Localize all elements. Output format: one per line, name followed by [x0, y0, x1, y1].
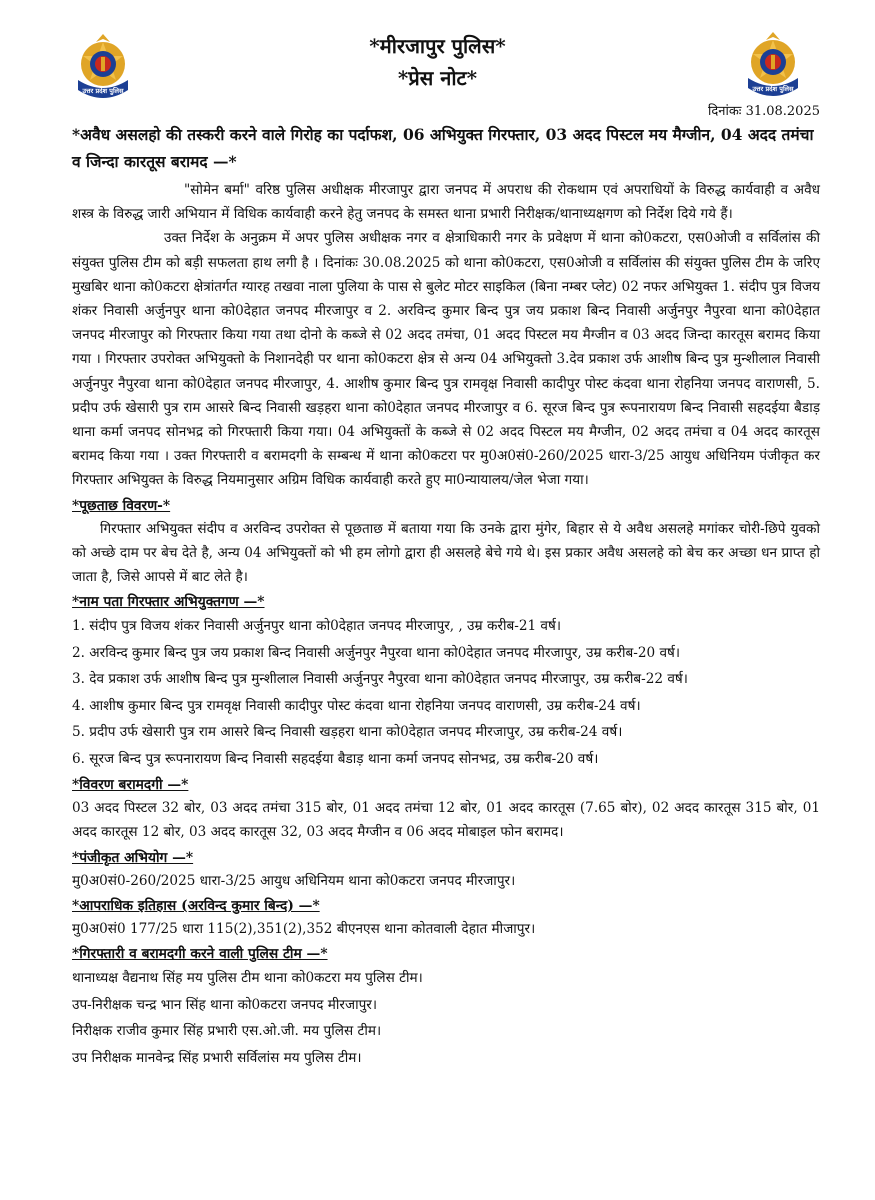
press-headline: *अवैध असलहो की तस्करी करने वाले गिरोह का पर्दाफश, 06 अभियुक्त गिरफ्तार, 03 अदद पिस्टल मय मैग्जीन, 04 अदद तमंचा व जिन्दा कारतूस बरामद —*: [72, 125, 814, 171]
section-heading-police-team: *गिरफ्तारी व बरामदगी करने वाली पुलिस टीम —*: [72, 946, 328, 963]
recovery-text: 03 अदद पिस्टल 32 बोर, 03 अदद तमंचा 315 बोर, 01 अदद तमंचा 12 बोर, 01 अदद कारतूस (7.65 बोर), 02 अदद कारतूस 315 बोर, 01 अदद कारतूस 12 बोर, 03 अदद कारतूस 32, 03 अदद मैग्जीन व 06 अदद मोबाइल फोन बरामद।: [72, 800, 820, 841]
paragraph-operation: उक्त निर्देश के अनुक्रम में अपर पुलिस अधीक्षक नगर व क्षेत्राधिकारी नगर के प्रवेक्षण में थाना को0कटरा, एस0ओजी व सर्विलांस की संयुक्त पुलिस टीम को बड़ी सफलता हाथ लगी है । दिनांकः 30.08.2025 को थाना को0कटरा, एस0ओजी व सर्विलांस की संयुक्त पुलिस टीम के जरिए मुखबिर थाना को0कटरा क्षेत्रांतर्गत ग्यारह तखवा नाला पुलिया के पास से बुलेट मोटर साइकिल (बिना नम्बर प्लेट) 02 नफर अभियुक्त 1. संदीप पुत्र विजय शंकर निवासी अर्जुनपुर थाना को0देहात जनपद मीरजापुर व 2. अरविन्द कुमार बिन्द पुत्र जय प्रकाश बिन्द निवासी अर्जुनपुर नैपुरवा थाना को0देहात जनपद मीरजापुर को गिरफ्तार किया गया तथा दोनो के कब्जे से 02 अदद तमंचा, 01 अदद पिस्टल मय मैग्जीन व 03 अदद जिन्दा कारतूस बरामद किया गया । गिरफ्तार उपरोक्त अभियुक्तो के निशानदेही पर थाना को0कटरा क्षेत्र से अन्य 04 अभियुक्तो 3.देव प्रकाश उर्फ आशीष बिन्द पुत्र मुन्शीलाल निवासी अर्जुनपुर नैपुरवा थाना को0देहात जनपद मीरजापुर, 4. आशीष कुमार बिन्द पुत्र रामवृक्ष निवासी कादीपुर पोस्ट कंदवा थाना रोहनिया जनपद वाराणसी, 5. प्रदीप उर्फ खेसारी पुत्र राम आसरे बिन्द निवासी खड़हरा थाना को0देहात जनपद मीरजापुर व 6. सूरज बिन्द पुत्र रूपनारायण बिन्द निवासी सहदईया बैडाड़ थाना कर्मा जनपद सोनभद्र को गिरफ्तारी किया गया। 04 अभियुक्तों के कब्जे से 02 अदद पिस्टल मय मैग्जीन, 02 अदद तमंचा व 04 अदद कारतूस बरामद किया गया । उक्त गिरफ्तारी व बरामदगी के सम्बन्ध में थाना को0कटरा पर मु0अ0सं0-260/2025 धारा-3/25 आयुध अधिनियम पंजीकृत कर गिरफ्तार अभियुक्त के विरुद्ध नियमानुसार अग्रिम विधिक कार्यवाही करते हुए मा0न्यायालय/जेल भेजा गया।: [72, 230, 820, 489]
page-title: *मीरजापुर पुलिस*: [369, 34, 506, 58]
section-heading-criminal-history: *आपराधिक इतिहास (अरविन्द कुमार बिन्द) —*: [72, 897, 320, 914]
emblem-left-text: उत्तर प्रदेश पुलिस: [82, 87, 124, 95]
registered-case-text: मु0अ0सं0-260/2025 धारा-3/25 आयुध अधिनियम थाना को0कटरा जनपद मीरजापुर।: [72, 872, 516, 889]
press-note-body: [72, 178, 820, 1071]
list-item: 4. आशीष कुमार बिन्द पुत्र रामवृक्ष निवासी कादीपुर पोस्ट कंदवा थाना रोहनिया जनपद वाराणसी, उम्र करीब-24 वर्ष।: [72, 697, 641, 714]
list-item: 3. देव प्रकाश उर्फ आशीष बिन्द पुत्र मुन्शीलाल निवासी अर्जुनपुर नैपुरवा थाना को0देहात जनपद मीरजापुर, उम्र करीब-22 वर्ष।: [72, 671, 688, 688]
list-item: थानाध्यक्ष वैद्यनाथ सिंह मय पुलिस टीम थाना को0कटरा मय पुलिस टीम।: [72, 970, 423, 987]
emblem-right-text: उत्तर प्रदेश पुलिस: [752, 85, 794, 93]
interrogation-text: गिरफ्तार अभियुक्त संदीप व अरविन्द उपरोक्त से पूछताछ में बताया गया कि उनके द्वारा मुंगेर, बिहार से ये अवैध असलहे मगांकर चोरी-छिपे युवको को अच्छे दाम पर बेच देते है, अन्य 04 अभियुक्तों को भी हम लोगो द्वारा ही असलहे बेचे गये थे। इस प्रकार अवैध असलहे को बेच कर अच्छा धन प्राप्त हो जाता है, जिसे आपसे में बाट लेते है।: [72, 520, 820, 586]
section-heading-accused: *नाम पता गिरफ्तार अभियुक्तगण —*: [72, 594, 265, 611]
section-heading-interrogation: *पूछताछ विवरण-*: [72, 497, 171, 514]
list-item: 1. संदीप पुत्र विजय शंकर निवासी अर्जुनपुर थाना को0देहात जनपद मीरजापुर, , उम्र करीब-21 वर्ष।: [72, 618, 562, 635]
list-item: निरीक्षक राजीव कुमार सिंह प्रभारी एस.ओ.जी. मय पुलिस टीम।: [72, 1023, 382, 1040]
police-team-list: [72, 965, 820, 1071]
page-subtitle: *प्रेस नोट*: [397, 66, 478, 90]
press-note-date: दिनांकः 31.08.2025: [707, 104, 820, 119]
list-item: उप निरीक्षक मानवेन्द्र सिंह प्रभारी सर्विलांस मय पुलिस टीम।: [72, 1049, 362, 1066]
list-item: उप-निरीक्षक चन्द्र भान सिंह थाना को0कटरा जनपद मीरजापुर।: [72, 996, 378, 1013]
list-item: 6. सूरज बिन्द पुत्र रूपनारायण बिन्द निवासी सहदईया बैडाड़ थाना कर्मा जनपद सोनभद्र, उम्र करीब-20 वर्ष।: [72, 750, 599, 767]
list-item: 2. अरविन्द कुमार बिन्द पुत्र जय प्रकाश बिन्द निवासी अर्जुनपुर नैपुरवा थाना को0देहात जनपद मीरजापुर, उम्र करीब-20 वर्ष।: [72, 644, 681, 661]
section-heading-recovery: *विवरण बरामदगी —*: [72, 777, 189, 794]
list-item: 5. प्रदीप उर्फ खेसारी पुत्र राम आसरे बिन्द निवासी खड़हरा थाना को0देहात जनपद मीरजापुर, उम्र करीब-24 वर्ष।: [72, 724, 623, 741]
accused-list: [72, 613, 820, 772]
paragraph-directive: "सोमेन बर्मा" वरिष्ठ पुलिस अधीक्षक मीरजापुर द्वारा जनपद में अपराध की रोकथाम एवं अपराधियों के विरुद्ध कार्यवाही व अवैध शस्त्र के विरुद्ध जारी अभियान में विधिक कार्यवाही करने हेतु जनपद के समस्त थाना प्रभारी निरीक्षक/थानाध्यक्षगण को निर्देश दिये गये हैं।: [72, 182, 820, 223]
section-heading-registered-case: *पंजीकृत अभियोग —*: [72, 849, 194, 866]
criminal-history-text: मु0अ0सं0 177/25 धारा 115(2),351(2),352 बीएनएस थाना कोतवाली देहात मीजापुर।: [72, 920, 536, 937]
